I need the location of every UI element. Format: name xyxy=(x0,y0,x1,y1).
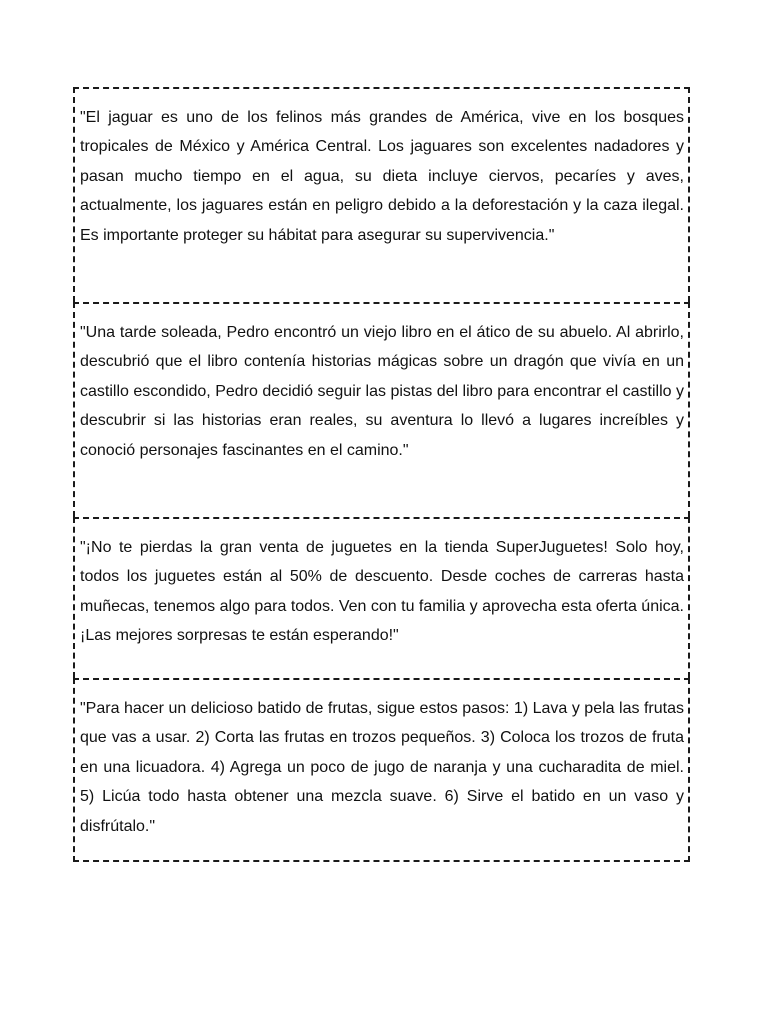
passage-box-jaguar xyxy=(73,87,690,302)
passage-text: "¡No te pierdas la gran venta de juguetes en la tienda SuperJuguetes! Solo hoy, todos los juguetes están al 50% de descuento. Desde coches de carreras hasta muñecas, tenemos algo para todos. Ven con tu familia y aprovecha esta oferta única. ¡Las mejores sorpresas te están esperando!" xyxy=(80,539,684,645)
passage-box-smoothie-recipe xyxy=(73,678,690,862)
passage-sheet xyxy=(73,87,690,862)
passage-text: "Una tarde soleada, Pedro encontró un viejo libro en el ático de su abuelo. Al abrirlo, descubrió que el libro contenía historias mágicas sobre un dragón que vivía en un castillo escondido, Pedro decidió seguir las pistas del libro para encontrar el castillo y descubrir si las historias eran reales, su aventura lo llevó a lugares increíbles y conoció personajes fascinantes en el camino." xyxy=(80,324,684,459)
passage-box-dragon-story xyxy=(73,302,690,517)
passage-text: "El jaguar es uno de los felinos más grandes de América, vive en los bosques tropicales de México y América Central. Los jaguares son excelentes nadadores y pasan mucho tiempo en el agua, su dieta incluye ciervos, pecaríes y aves, actualmente, los jaguares están en peligro debido a la deforestación y la caza ilegal. Es importante proteger su hábitat para asegurar su supervivencia." xyxy=(80,109,684,244)
passage-text: "Para hacer un delicioso batido de frutas, sigue estos pasos: 1) Lava y pela las frutas que vas a usar. 2) Corta las frutas en trozos pequeños. 3) Coloca los trozos de fruta en una licuadora. 4) Agrega un poco de jugo de naranja y una cucharadita de miel. 5) Licúa todo hasta obtener una mezcla suave. 6) Sirve el batido en un vaso y disfrútalo." xyxy=(80,700,684,835)
passage-box-toy-sale xyxy=(73,517,690,678)
